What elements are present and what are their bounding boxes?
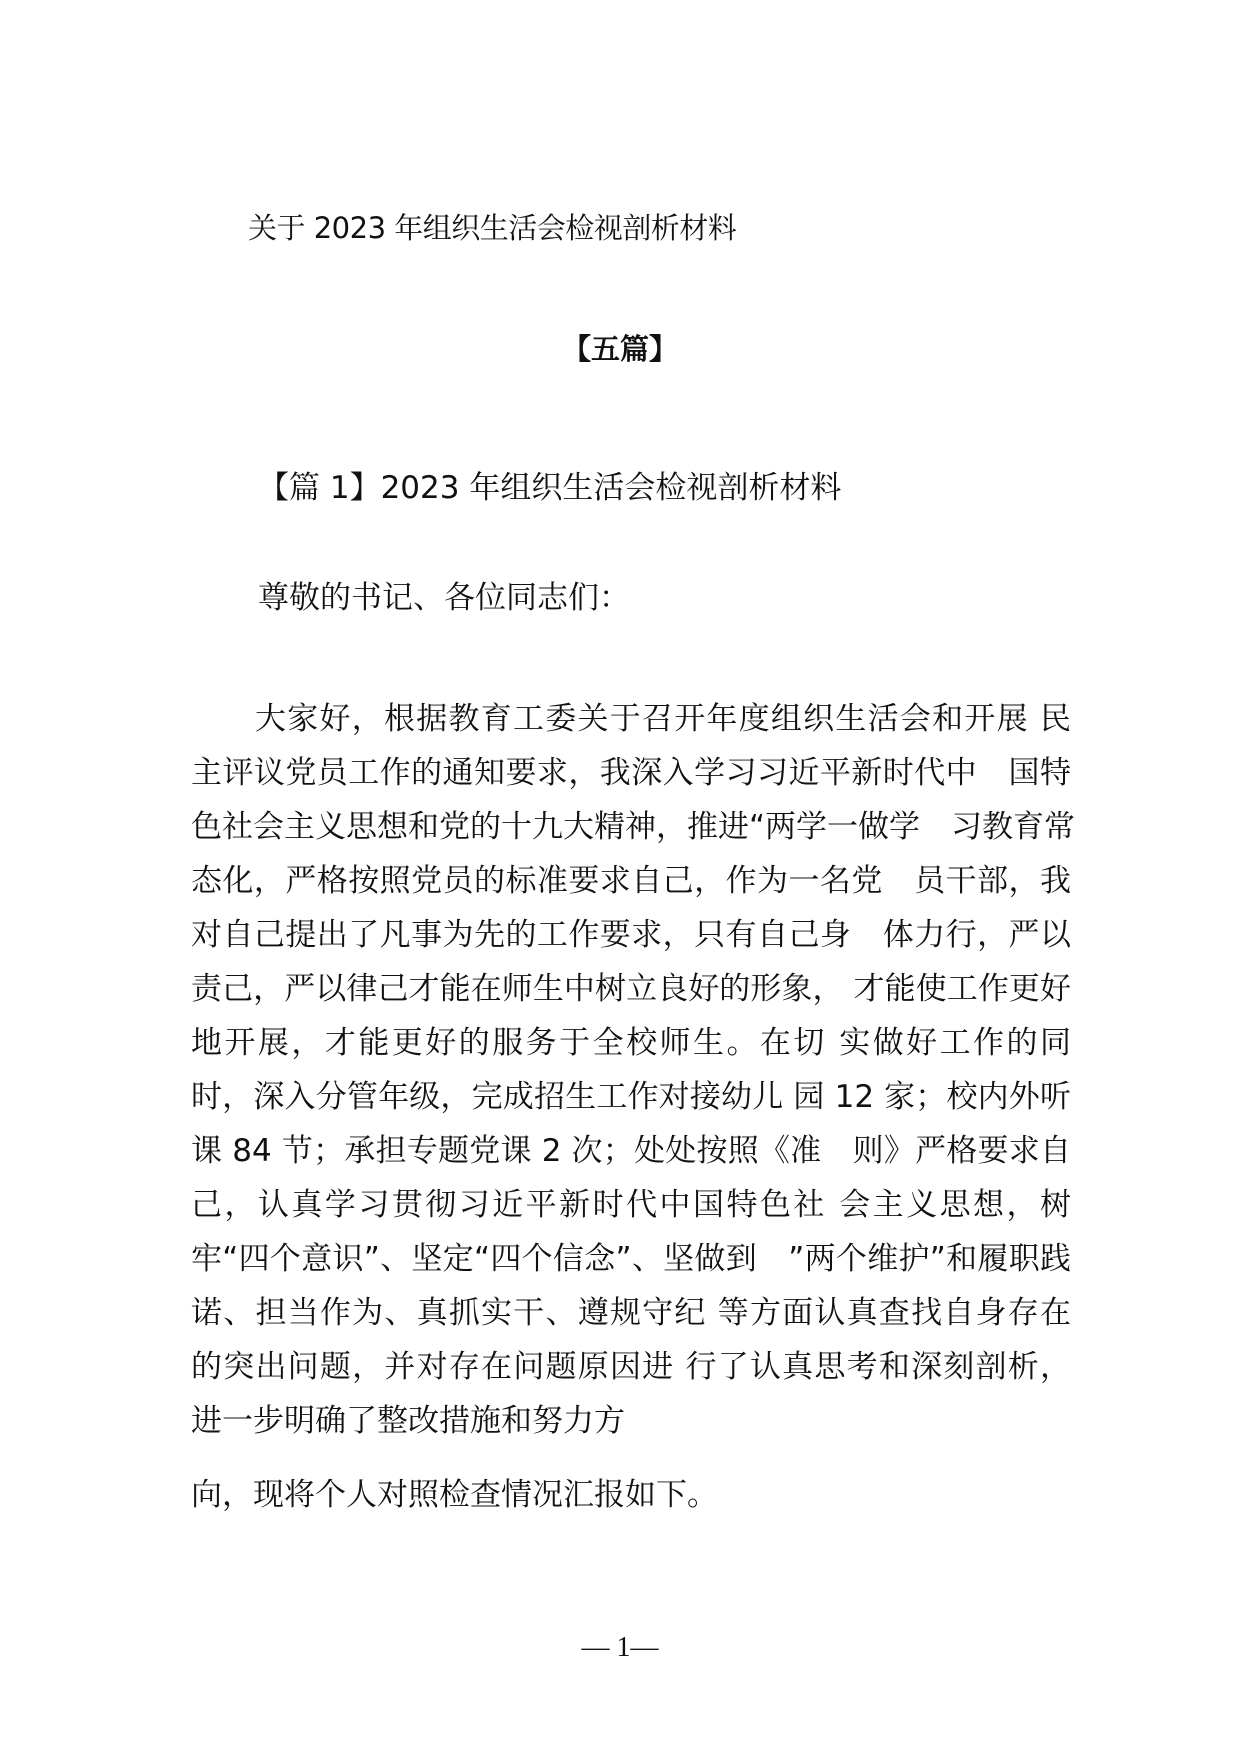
body-line: 时，深入分管年级，完成招生工作对接幼儿 园 12 家；校内外听 [191,1079,1071,1115]
part-heading: 【篇 1】2023 年组织生活会检视剖析材料 [258,470,842,506]
body-line: 地开展，才能更好的服务于全校师生。在切 实做好工作的同 [191,1025,1071,1061]
body-paragraph [191,692,1076,1448]
body-line: 主评议党员工作的通知要求，我深入学习习近平新时代中 国特 [191,755,1071,791]
body-line: 责己，严以律己才能在师生中树立良好的形象， 才能使工作更好 [191,971,1071,1007]
body-line: 课 84 节；承担专题党课 2 次；处处按照《准 则》严格要求自 [191,1133,1071,1169]
body-line: 大家好，根据教育工委关于召开年度组织生活会和开展 民 [255,701,1071,737]
continuation-line: 向，现将个人对照检查情况汇报如下。 [191,1477,718,1513]
body-line: 态化，严格按照党员的标准要求自己，作为一名党 员干部，我 [191,863,1071,899]
document-title: 关于 2023 年组织生活会检视剖析材料 [248,211,737,245]
salutation: 尊敬的书记、各位同志们： [258,580,630,616]
page-number: — 1— [581,1632,659,1663]
body-line: 对自己提出了凡事为先的工作要求，只有自己身 体力行，严以 [191,917,1071,953]
body-line: 进一步明确了整改措施和努力方 [191,1403,625,1439]
body-line: 己，认真学习贯彻习近平新时代中国特色社 会主义思想，树 [191,1187,1071,1223]
body-line: 诺、担当作为、真抓实干、遵规守纪 等方面认真查找自身存在 [191,1295,1071,1331]
body-line: 色社会主义思想和党的十九大精神，推进“两学一做学 习教育常 [191,809,1076,845]
body-line: 牢“四个意识”、坚定“四个信念”、坚做到 ”两个维护”和履职践 [191,1241,1071,1277]
document-subtitle: 【五篇】 [561,332,678,366]
body-line: 的突出问题，并对存在问题原因进 行了认真思考和深刻剖析， [191,1349,1071,1385]
